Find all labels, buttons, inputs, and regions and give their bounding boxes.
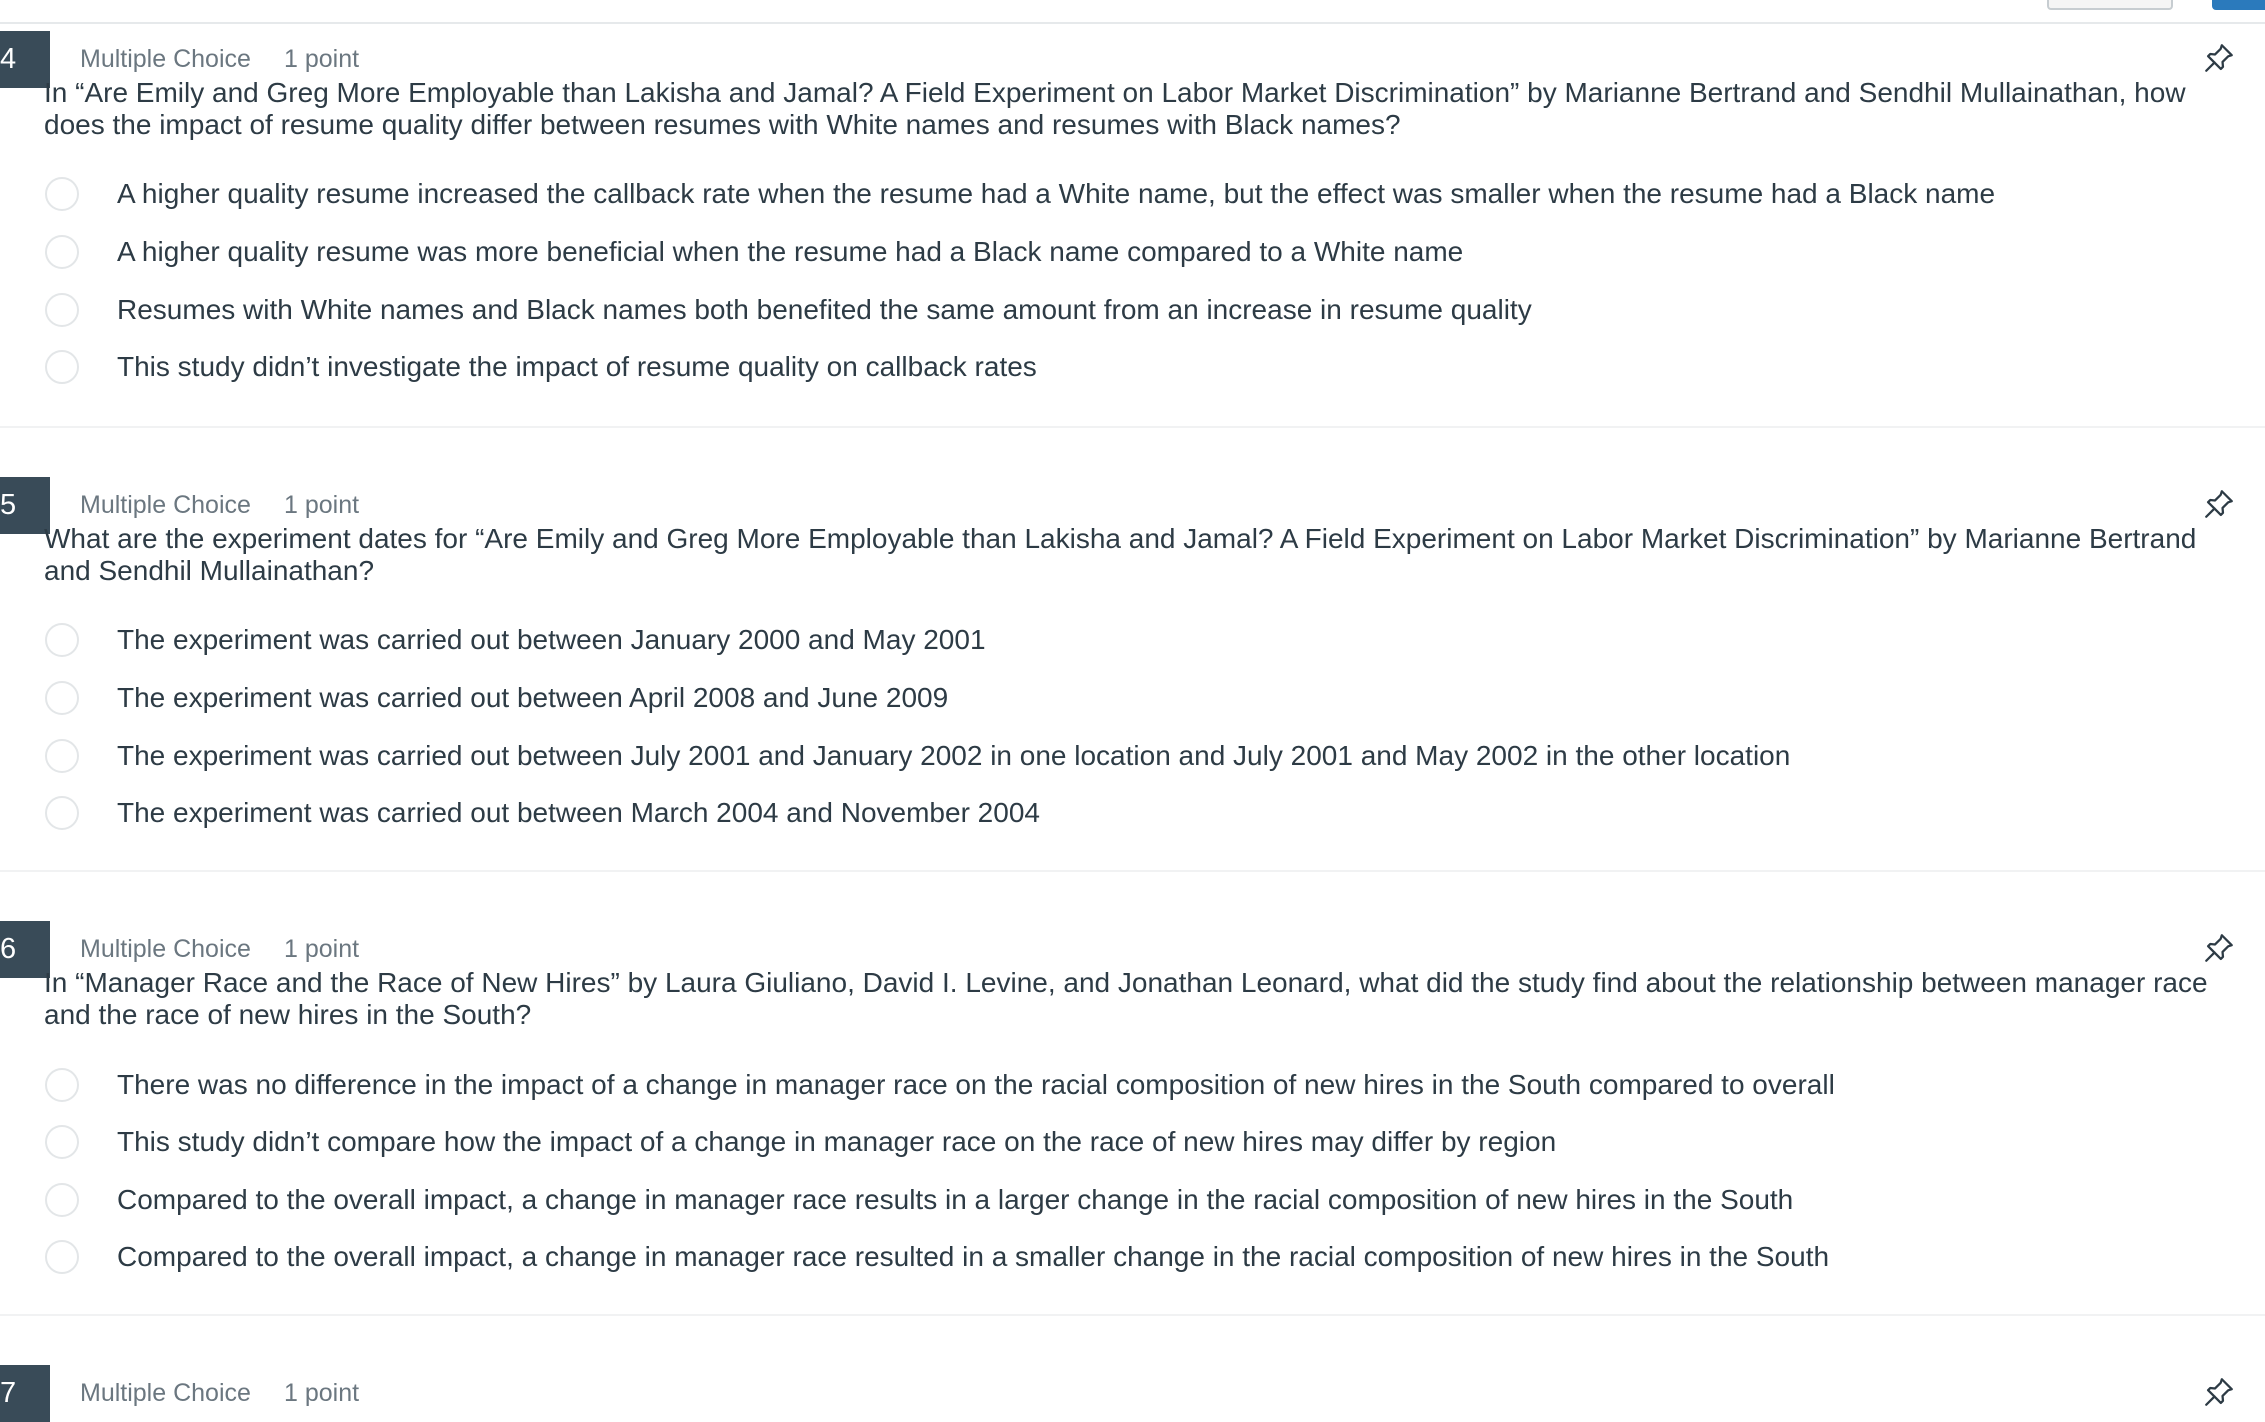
answer-label[interactable]: A higher quality resume increased the callback rate when the resume had a White name, but the effect was smaller when the resume had a Black name (117, 178, 1996, 209)
answer-label[interactable]: There was no difference in the impact of a change in manager race on the racial composition of new hires in the South compared to overall (117, 1069, 1835, 1100)
top-toolbar (0, 0, 2265, 24)
question-type: Multiple Choice (80, 935, 251, 963)
question-type: Multiple Choice (80, 45, 251, 73)
question-number: 6 (0, 921, 50, 978)
answer-label[interactable]: The experiment was carried out between July 2001 and January 2002 in one location and July 2001 and May 2002 in the other location (117, 740, 1791, 771)
toolbar-primary-button[interactable] (2212, 0, 2265, 10)
answer-label[interactable]: A higher quality resume was more beneficial when the resume had a Black name compared to a White name (117, 236, 1464, 267)
answer-label[interactable]: Compared to the overall impact, a change in manager race resulted in a smaller change in the racial composition of new hires in the South (117, 1241, 1830, 1272)
answer-option[interactable] (0, 1124, 2200, 1168)
question-divider (0, 1314, 2265, 1316)
answer-option[interactable] (0, 738, 2200, 782)
answer-label[interactable]: The experiment was carried out between January 2000 and May 2001 (117, 624, 986, 655)
question-points: 1 point (284, 491, 360, 519)
answer-option[interactable] (0, 1239, 2200, 1283)
question-number: 4 (0, 31, 50, 88)
radio-button[interactable] (45, 1183, 79, 1217)
question-text: What are the experiment dates for “Are Emily and Greg More Employable than Lakisha and Jamal? A Field Experiment on Labor Market Discrimination” by Marianne Bertrand and Sendhil Mullainathan? (44, 523, 2197, 586)
pin-icon[interactable] (2202, 487, 2236, 521)
question-number: 5 (0, 477, 50, 534)
radio-button[interactable] (45, 681, 79, 715)
radio-button[interactable] (45, 177, 79, 211)
question-points: 1 point (284, 935, 360, 963)
answer-option[interactable] (0, 234, 2200, 278)
pin-icon[interactable] (2202, 931, 2236, 965)
answer-option[interactable] (0, 349, 2200, 393)
answer-option[interactable] (0, 680, 2200, 724)
radio-button[interactable] (45, 623, 79, 657)
answer-option[interactable] (0, 622, 2200, 666)
answer-option[interactable] (0, 795, 2200, 839)
answer-label[interactable]: This study didn’t compare how the impact of a change in manager race on the race of new hires may differ by region (117, 1126, 1557, 1157)
radio-button[interactable] (45, 293, 79, 327)
pin-icon[interactable] (2202, 1375, 2236, 1409)
question-points: 1 point (284, 45, 360, 73)
question-type: Multiple Choice (80, 491, 251, 519)
answer-label[interactable]: The experiment was carried out between March 2004 and November 2004 (117, 797, 1040, 828)
radio-button[interactable] (45, 739, 79, 773)
question-divider (0, 426, 2265, 428)
answer-label[interactable]: This study didn’t investigate the impact of resume quality on callback rates (117, 351, 1037, 382)
radio-button[interactable] (45, 350, 79, 384)
answer-label[interactable]: The experiment was carried out between April 2008 and June 2009 (117, 682, 949, 713)
radio-button[interactable] (45, 1240, 79, 1274)
question-number: 7 (0, 1365, 50, 1422)
question-type: Multiple Choice (80, 1379, 251, 1407)
answer-option[interactable] (0, 176, 2200, 220)
radio-button[interactable] (45, 796, 79, 830)
question-text: In “Manager Race and the Race of New Hires” by Laura Giuliano, David I. Levine, and Jonathan Leonard, what did the study find about the relationship between manager race and the race of new hires in the South? (44, 967, 2208, 1030)
question-points: 1 point (284, 1379, 360, 1407)
answer-option[interactable] (0, 1067, 2200, 1111)
toolbar-secondary-button[interactable] (2047, 0, 2173, 10)
pin-icon[interactable] (2202, 41, 2236, 75)
radio-button[interactable] (45, 1125, 79, 1159)
question-divider (0, 870, 2265, 872)
radio-button[interactable] (45, 235, 79, 269)
radio-button[interactable] (45, 1068, 79, 1102)
question-text: In “Are Emily and Greg More Employable than Lakisha and Jamal? A Field Experiment on Labor Market Discrimination” by Marianne Bertrand and Sendhil Mullainathan, how does the impact of resume quality differ between resumes with White names and resumes with Black names? (44, 77, 2186, 140)
answer-option[interactable] (0, 1182, 2200, 1226)
answer-label[interactable]: Compared to the overall impact, a change in manager race results in a larger change in the racial composition of new hires in the South (117, 1184, 1794, 1215)
answer-label[interactable]: Resumes with White names and Black names both benefited the same amount from an increase in resume quality (117, 294, 1532, 325)
answer-option[interactable] (0, 292, 2200, 336)
